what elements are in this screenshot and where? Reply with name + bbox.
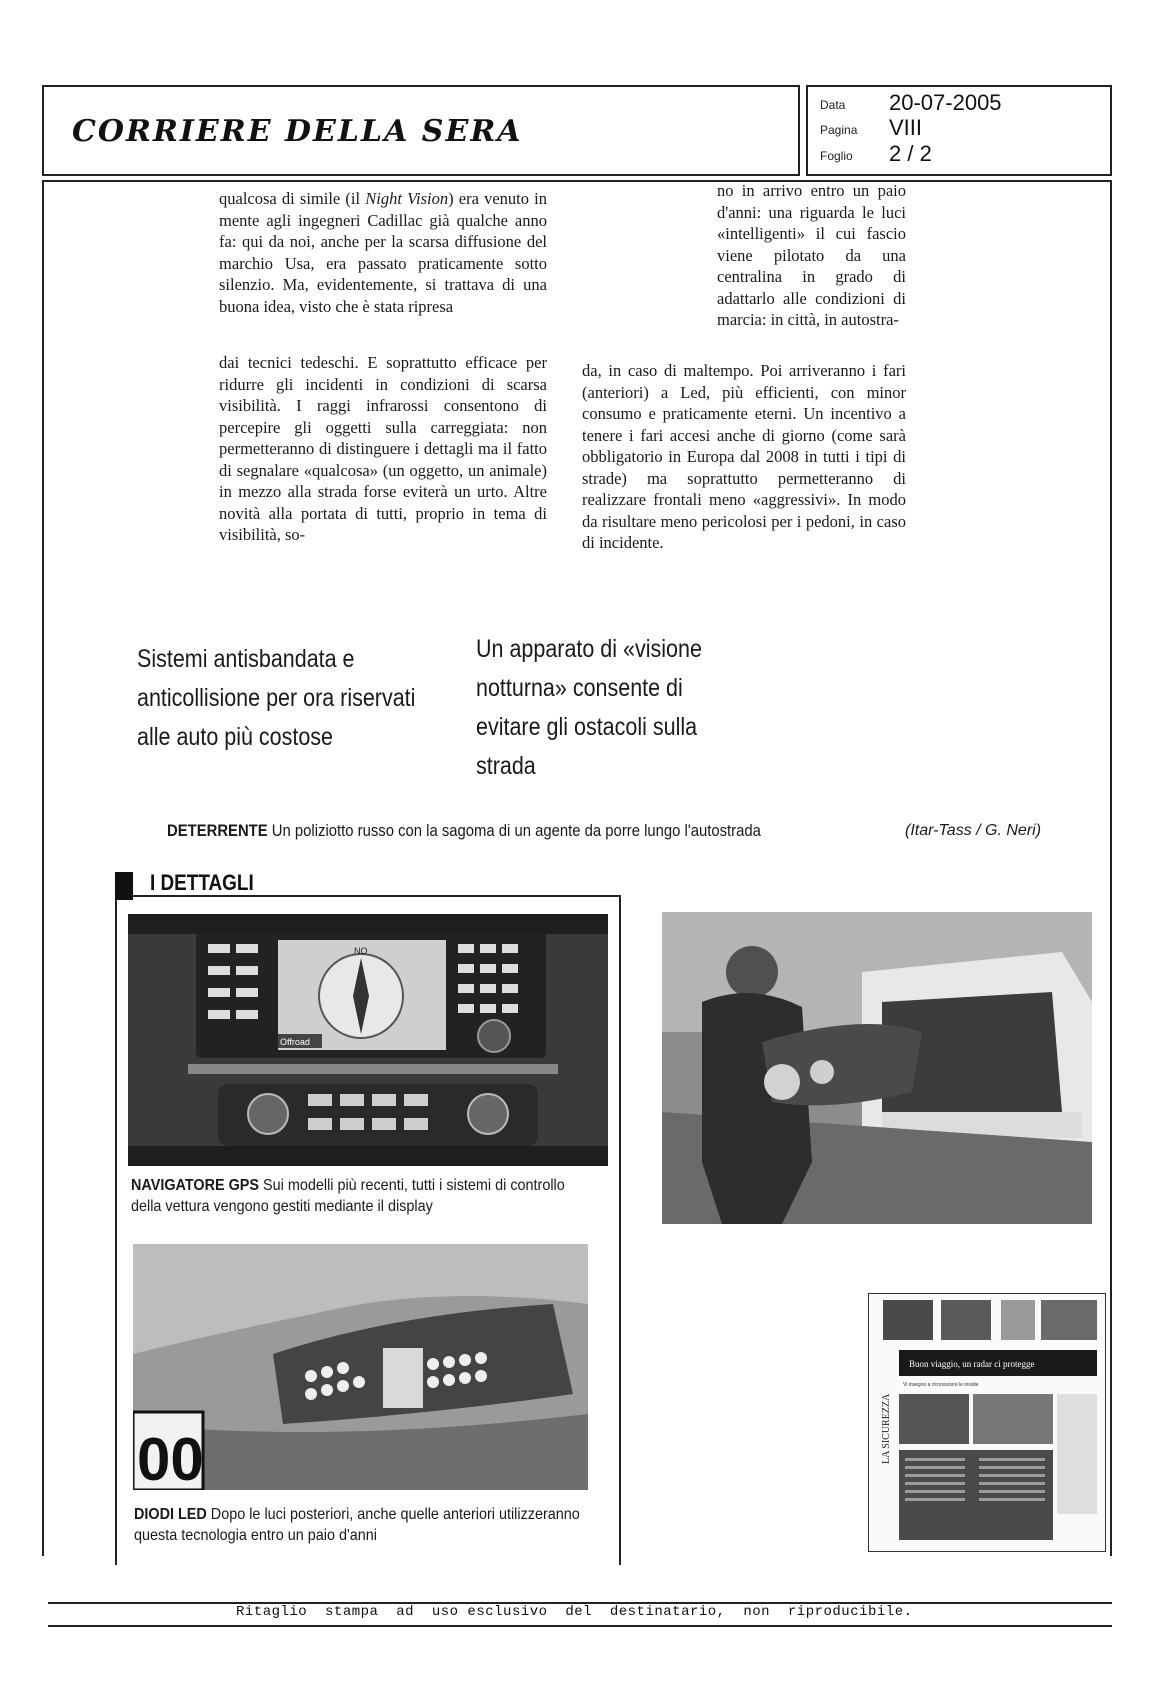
article-column-2-top: no in arrivo entro un paio d'anni: una riguarda le luci «intelligenti» il cui fascio viene pilotato da una centralina in grado di adattarlo alle condizioni di marcia: in città, in autostra- bbox=[717, 181, 906, 329]
photo-caption bbox=[167, 822, 761, 841]
police-photo bbox=[662, 912, 1092, 1224]
led-caption-label: DIODI LED bbox=[134, 1506, 207, 1523]
article-column-1-top: qualcosa di simile (il Night Vision) era venuto in mente agli ingegneri Cadillac già qualche anno fa: qui da noi, anche per la scarsa diffusione del marchio Usa, era passato praticamente sotto silenzio. Ma, evidentemente, si trattava di una buona idea, visto che è stata ripresa bbox=[219, 189, 547, 316]
details-title: I DETTAGLI bbox=[150, 870, 254, 895]
subhead-left: Sistemi antisbandata e anticollisione per ora riservati alle auto più costose bbox=[137, 645, 416, 751]
date-label: Data bbox=[820, 98, 846, 112]
gps-caption-label: NAVIGATORE GPS bbox=[131, 1177, 260, 1194]
article-column-2-bottom: da, in caso di maltempo. Poi arriveranno i fari (anteriori) a Led, più efficienti, con minor consumo e praticamente eterni. Un incentivo a tenere i fari accesi anche di giorno (come sarà obbligatorio in Europa dal 2008 in tutti i tipi di strade) ma soprattutto permetteranno di realizzare frontali meno «aggressivi». In modo da risultare meno pericolosi per i pedoni, in caso di incidente. bbox=[582, 361, 906, 552]
led-caption-text: Dopo le luci posteriori, anche quelle anteriori utilizzeranno questa tecnologia entro un paio d'anni bbox=[134, 1506, 580, 1544]
date-value: 20-07-2005 bbox=[889, 90, 1002, 115]
caption-label: DETERRENTE bbox=[167, 822, 268, 840]
gps-screen-label: Offroad bbox=[280, 1037, 310, 1047]
footer-rule-bottom bbox=[48, 1625, 1112, 1627]
subhead-right: Un apparato di «visione notturna» consente di evitare gli ostacoli sulla strada bbox=[476, 635, 702, 780]
gps-caption bbox=[131, 1175, 599, 1217]
article-frame-left bbox=[42, 180, 44, 1556]
caption-text: Un poliziotto russo con la sagoma di un agente da porre lungo l'autostrada bbox=[271, 822, 761, 840]
led-photo bbox=[133, 1244, 588, 1490]
sheet-value: 2 / 2 bbox=[889, 141, 932, 166]
page-value: VIII bbox=[889, 115, 923, 140]
gps-compass-label: NO bbox=[354, 946, 368, 956]
sheet-label: Foglio bbox=[820, 149, 853, 163]
article-frame-right bbox=[1110, 180, 1112, 1556]
photo-credit: (Itar-Tass / G. Neri) bbox=[905, 822, 1042, 839]
details-marker bbox=[115, 872, 133, 900]
newspaper-name: CORRIERE DELLA SERA bbox=[72, 114, 523, 149]
led-caption bbox=[134, 1504, 602, 1546]
footer-disclaimer: Ritaglio stampa ad uso esclusivo del destinatario, non riproducibile. bbox=[236, 1604, 913, 1620]
plate-text: 00 bbox=[137, 1426, 204, 1490]
article-column-1-bottom: dai tecnici tedeschi. E soprattutto efficace per ridurre gli incidenti in condizioni di scarsa visibilità. I raggi infrarossi consentono di percepire gli oggetti sulla carreggiata: non permetteranno di distinguere i dettagli ma il fatto di segnalare «qualcosa» (un oggetto, un animale) in mezzo alla strada forse eviterà un urto. Altre novità alla portata di tutti, proprio in tema di visibilità, so- bbox=[219, 353, 547, 544]
gps-photo bbox=[128, 914, 608, 1166]
page-label: Pagina bbox=[820, 123, 858, 137]
gps-caption-text: Sui modelli più recenti, tutti i sistemi di controllo della vettura vengono gestiti mediante il display bbox=[131, 1177, 565, 1215]
thumbnail-headline: Buon viaggio, un radar ci protegge bbox=[909, 1359, 1035, 1369]
article-frame-top bbox=[42, 180, 1112, 182]
thumbnail-section: LA SICUREZZA bbox=[881, 1393, 892, 1464]
page-thumbnail bbox=[868, 1293, 1106, 1552]
thumbnail-subtitle: Vi insegno a riconoscere le insidie bbox=[903, 1382, 979, 1388]
